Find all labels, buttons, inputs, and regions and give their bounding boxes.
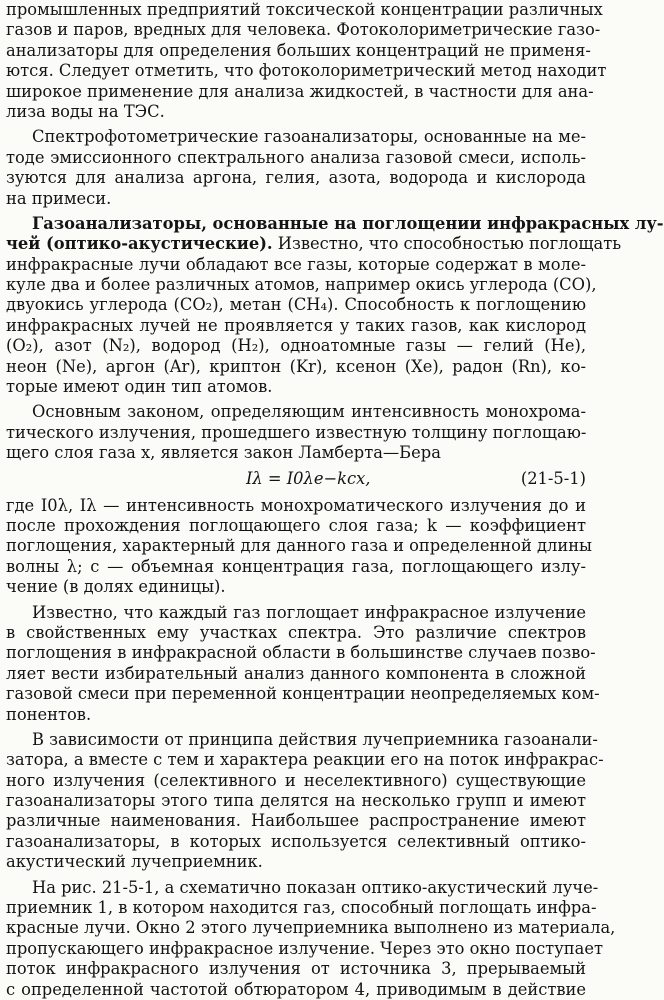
paragraph-5 [6, 495, 593, 598]
paragraph-7 [6, 729, 604, 873]
text-line: Известно, что каждый газ поглощает инфракрасное излучение [32, 602, 586, 622]
text-line: Спектрофотометрические газоанализаторы, основанные на ме- [32, 127, 586, 147]
text-line: волны λ; c — объемная концентрация газа, поглощающего излу- [6, 556, 586, 576]
text-line: красные лучи. Окно 2 этого лучеприемника выполнено из материала, [6, 918, 616, 938]
text-line: акустический лучеприемник. [6, 852, 263, 872]
text-line: ляет вести избирательный анализ данного компонента в сложной [6, 663, 586, 683]
text-line: газоанализаторы, в которых используется селективный оптико- [6, 831, 586, 851]
paragraph-3 [6, 213, 664, 398]
paragraph-2 [6, 127, 586, 209]
text-line: где I0λ, Iλ — интенсивность монохроматического излучения до и [6, 495, 586, 515]
paragraph-4 [6, 402, 586, 463]
text-line: в свойственных ему участках спектра. Это различие спектров [6, 622, 586, 642]
text-line: двуокись углерода (CO₂), метан (CH₄). Способность к поглощению [6, 295, 586, 315]
text-line: чение (в долях единицы). [6, 577, 226, 597]
text-line: лиза воды на ТЭС. [6, 101, 165, 121]
text-line: различные наименования. Наибольшее распространение имеют [6, 811, 586, 831]
text-line: понентов. [6, 704, 92, 724]
text-line: пропускающего инфракрасное излучение. Через это окно поступает [6, 938, 603, 958]
text-line: тического излучения, прошедшего известную толщину поглощаю- [6, 422, 587, 442]
text-line: после прохождения поглощающего слоя газа; k — коэффициент [6, 515, 586, 535]
text-line: затора, а вместе с тем и характера реакции его на поток инфракрас- [6, 750, 604, 770]
paragraph-6 [6, 602, 600, 725]
section-heading-cont: чей (оптико-акустические). [6, 234, 273, 254]
text-line: широкое применение для анализа жидкостей, в частности для ана- [6, 81, 594, 101]
paragraph-8 [6, 877, 616, 1000]
text-line: (O₂), азот (N₂), водород (H₂), одноатомные газы — гелий (He), [6, 336, 586, 356]
text-line: зуются для анализа аргона, гелия, азота, водорода и кислорода [6, 168, 586, 188]
text-line: инфракрасных лучей не проявляется у таких газов, как кислород [6, 315, 586, 335]
text-line: промышленных предприятий токсической концентрации различных [6, 0, 603, 19]
text-line: На рис. 21-5-1, а схематично показан оптико-акустический луче- [32, 877, 599, 897]
text-line: куле два и более различных атомов, например окись углерода (CO), [6, 275, 597, 295]
text-line: поглощения, характерный для данного газа и определенной длины [6, 536, 593, 556]
text-line: на примеси. [6, 188, 112, 208]
paragraph-1 [6, 0, 607, 122]
text-line: ного излучения (селективного и неселективного) существующие [6, 770, 586, 790]
section-heading: Газоанализаторы, основанные на поглощении инфракрасных лу- [32, 213, 664, 233]
text-line: щего слоя газа x, является закон Ламберта—Бера [6, 443, 441, 463]
text-line: с определенной частотой обтюратором 4, приводимым в действие [6, 979, 586, 999]
text-line: поток инфракрасного излучения от источника 3, прерываемый [6, 959, 586, 979]
text-line: поглощения в инфракрасной области в большинстве случаев позво- [6, 643, 596, 663]
text-line: инфракрасные лучи обладают все газы, которые содержат в моле- [6, 254, 586, 274]
text-line: газовой смеси при переменной концентрации неопределяемых ком- [6, 684, 600, 704]
text-line: ются. Следует отметить, что фотоколориметрический метод находит [6, 61, 607, 81]
equation-expression: Iλ = I0λe−kcx, [246, 468, 371, 488]
text-line: торые имеют один тип атомов. [6, 377, 273, 397]
text-line: анализаторы для определения больших концентраций не применя- [6, 40, 591, 60]
text-line: газоанализаторы этого типа делятся на несколько групп и имеют [6, 791, 586, 811]
text-line: тоде эмиссионного спектрального анализа газовой смеси, исполь- [6, 147, 586, 167]
equation-number: (21-5-1) [520, 468, 586, 488]
text-line: приемник 1, в котором находится газ, способный поглощать инфра- [6, 898, 597, 918]
text-line: В зависимости от принципа действия лучеприемника газоанали- [32, 729, 598, 749]
text-line: Основным законом, определяющим интенсивность монохрома- [32, 402, 586, 422]
text-line: газов и паров, вредных для человека. Фотоколориметрические газо- [6, 20, 601, 40]
text-line [6, 234, 622, 254]
equation [6, 469, 586, 493]
text-fragment: Известно, что способностью поглощать [272, 234, 622, 254]
text-line: неон (Ne), аргон (Ar), криптон (Kr), ксенон (Xe), радон (Rn), ко- [6, 356, 586, 376]
